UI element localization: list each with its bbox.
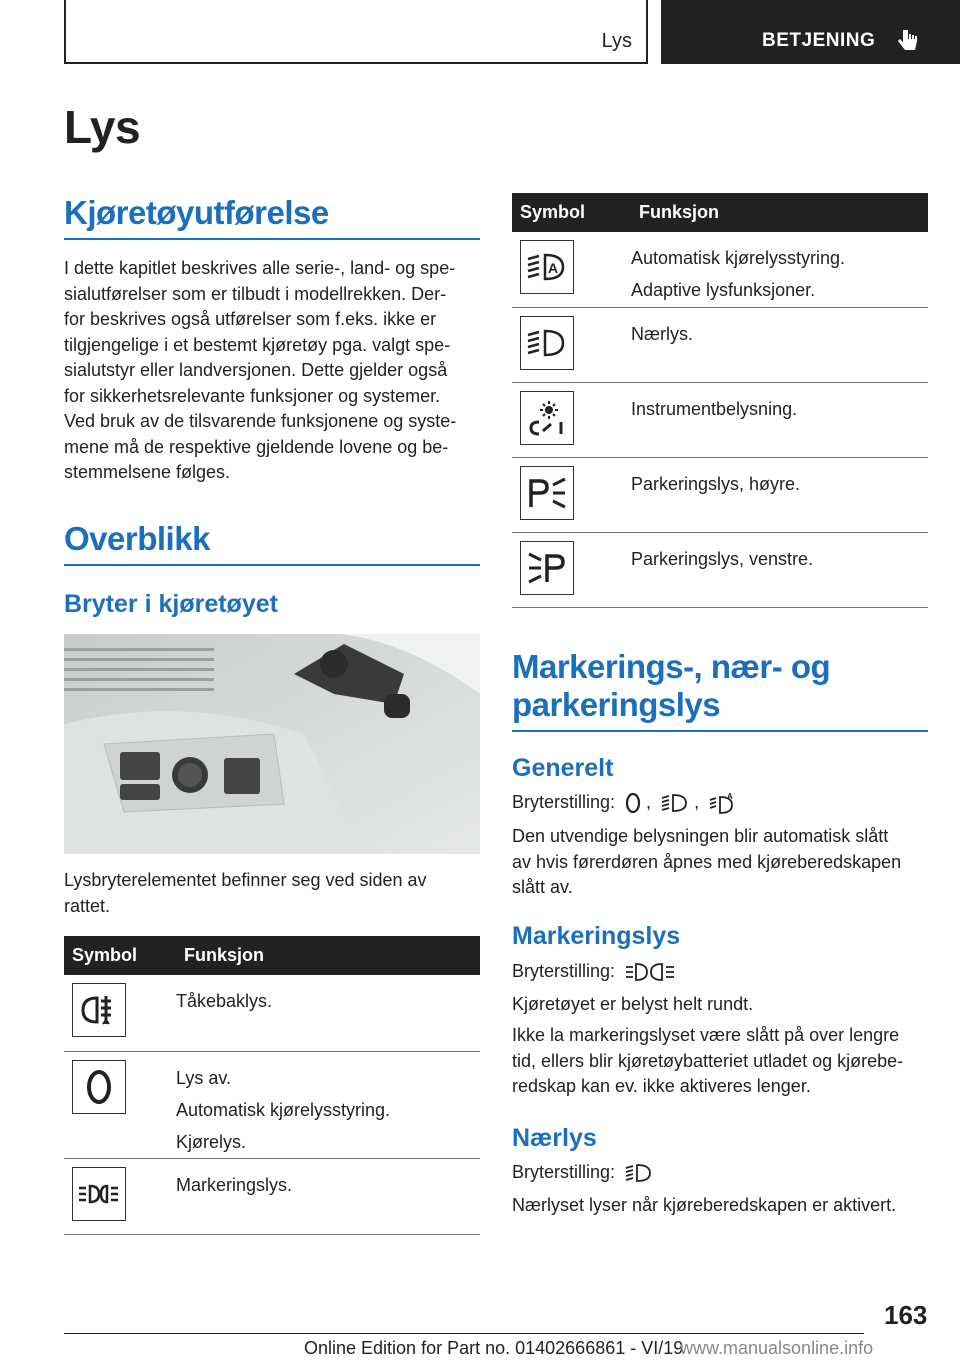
light-switch-photo	[64, 634, 480, 854]
paragraph-line: Den utvendige belysningen blir automatisk slått	[512, 826, 889, 846]
svg-text:A: A	[727, 792, 733, 802]
footer-watermark: www.manualsonline.info	[680, 1338, 874, 1358]
photo-caption	[64, 868, 484, 919]
subtitle-switch-in-vehicle: Bryter i kjøretøyet	[64, 590, 278, 618]
paragraph-line: tid, ellers blir kjøretøybatteriet utladet og kjørebe-	[512, 1050, 904, 1071]
subtitle-position-lights: Markeringslys	[512, 922, 681, 950]
footer-divider	[64, 1333, 864, 1334]
column-header-function: Funksjon	[631, 193, 928, 232]
table-row	[512, 307, 928, 382]
svg-text:A: A	[548, 260, 559, 276]
column-header-symbol: Symbol	[64, 936, 176, 975]
table-row	[512, 382, 928, 457]
caption-line: rattet.	[64, 895, 111, 916]
function-text: Parkeringslys, høyre.	[631, 473, 801, 494]
table-row	[512, 232, 928, 307]
function-text: Instrumentbelysning.	[631, 398, 798, 419]
function-text: Automatisk kjørelysstyring.	[631, 248, 846, 268]
paragraph-line: redskap kan ev. ikke aktiveres lenger.	[512, 1076, 811, 1096]
paragraph-line: for sikkerhetsrelevante funksjoner og systemer.	[64, 385, 441, 406]
section-title-line: parkeringslys	[512, 686, 721, 723]
table-row	[64, 975, 480, 1051]
function-text: Lys av.	[176, 1067, 232, 1088]
paragraph-line: I dette kapitlet beskrives alle serie-, land- og spe-	[64, 258, 456, 278]
switch-position-label: Bryterstilling:	[512, 1162, 616, 1182]
paragraph-line: Ved bruk av de tilsvarende funksjonene og syste-	[64, 411, 457, 431]
low-beam-icon	[624, 1161, 654, 1185]
general-paragraph	[512, 824, 932, 901]
section-title-overview: Overblikk	[64, 520, 480, 566]
header-chapter-label: BETJENING	[762, 30, 876, 51]
function-text: Adaptive lysfunksjoner.	[631, 280, 816, 300]
function-text: Parkeringslys, venstre.	[631, 548, 814, 569]
paragraph-line: slått av.	[512, 877, 573, 897]
page-title: Lys	[64, 101, 141, 153]
paragraph-line: tilgjengelige i et bestemt kjøretøy pga. valgt spe-	[64, 334, 451, 355]
position-lights-warning	[512, 1023, 932, 1100]
left-symbol-table	[64, 936, 480, 1235]
separator: ,	[646, 792, 652, 812]
low-beam-icon	[520, 316, 574, 370]
subtitle-low-beam: Nærlys	[512, 1124, 597, 1152]
instrument-lighting-icon	[520, 391, 574, 445]
position-lights-icon	[624, 960, 678, 984]
hand-pointer-icon	[896, 28, 920, 54]
paragraph-line: sialutstyr eller landversjonen. Dette gjelder også	[64, 360, 448, 380]
low-beam-icon	[660, 791, 690, 815]
page-number: 163	[884, 1300, 928, 1330]
column-header-function: Funksjon	[176, 936, 480, 975]
paragraph-line: av hvis førerdøren åpnes med kjøreberedskapen	[512, 851, 902, 872]
fog-light-icon	[72, 983, 126, 1037]
paragraph-line: Ikke la markeringslyset være slått på over lengre	[512, 1025, 900, 1045]
low-beam-switch	[512, 1160, 932, 1186]
parking-light-left-icon	[520, 541, 574, 595]
paragraph-line: sialutførelser som er tilbudt i modellrekken. Der-	[64, 283, 447, 304]
section-title-vehicle-version: Kjøretøyutførelse	[64, 194, 480, 240]
section-title-line: Markerings-, nær- og	[512, 648, 831, 685]
column-header-symbol: Symbol	[512, 193, 631, 232]
function-text: Nærlys.	[631, 323, 693, 344]
footer-edition: Online Edition for Part no. 01402666861 - VI/19	[304, 1338, 684, 1358]
general-switch-position	[512, 790, 932, 816]
vehicle-version-paragraph	[64, 256, 484, 486]
paragraph-line: stemmelsene følges.	[64, 462, 231, 482]
zero-position-icon	[624, 791, 642, 815]
caption-line: Lysbryterelementet befinner seg ved siden av	[64, 870, 427, 890]
header-section-label: Lys	[601, 30, 632, 52]
table-row	[512, 457, 928, 532]
switch-position-label: Bryterstilling:	[512, 961, 616, 981]
separator: ,	[694, 792, 700, 812]
function-text: Kjørelys.	[176, 1131, 247, 1152]
paragraph-line: for beskrives også utførelser som f.eks. ikke er	[64, 309, 437, 329]
parking-light-right-icon	[520, 466, 574, 520]
low-beam-text: Nærlyset lyser når kjøreberedskapen er aktivert.	[512, 1195, 897, 1215]
header-section-tab	[64, 0, 648, 64]
switch-position-label: Bryterstilling:	[512, 792, 616, 812]
right-symbol-table	[512, 193, 928, 608]
auto-headlight-icon	[520, 240, 574, 294]
paragraph-line: mene må de respektive gjeldende lovene og be-	[64, 436, 449, 457]
zero-light-off-icon	[72, 1060, 126, 1114]
auto-headlight-icon	[708, 791, 738, 815]
position-lights-switch	[512, 959, 932, 985]
function-text: Automatisk kjørelysstyring.	[176, 1099, 391, 1120]
function-text: Markeringslys.	[176, 1174, 293, 1195]
section-title-lights	[512, 648, 928, 732]
subtitle-general: Generelt	[512, 754, 614, 782]
function-text: Tåkebaklys.	[176, 991, 273, 1011]
position-lights-text: Kjøretøyet er belyst helt rundt.	[512, 994, 754, 1014]
table-row	[64, 1051, 480, 1158]
table-row	[512, 532, 928, 607]
table-row	[64, 1158, 480, 1234]
position-lights-icon	[72, 1167, 126, 1221]
